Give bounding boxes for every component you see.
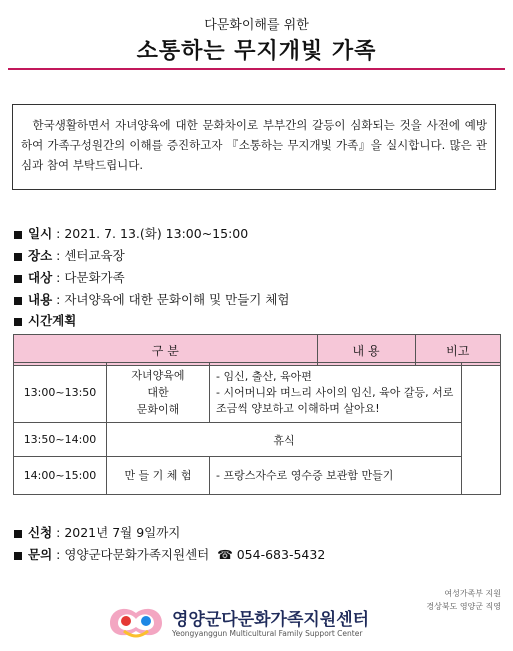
info-contact: 문의 : 영양군다문화가족지원센터 ☎ 054-683-5432 [14, 545, 325, 563]
info-target: 대상 : 다문화가족 [14, 268, 125, 286]
center-name-en: Yeongyanggun Multicultural Family Support Center [172, 629, 363, 638]
contact-phone: ☎ 054-683-5432 [217, 547, 326, 562]
schedule-table-body [13, 362, 501, 495]
bullet-square-icon [14, 231, 22, 239]
table-header-row [14, 335, 501, 366]
row-time: 14:00~15:00 [14, 457, 107, 495]
info-date: 일시 : 2021. 7. 13.(화) 13:00~15:00 [14, 224, 248, 242]
info-content: 내용 : 자녀양육에 대한 문화이해 및 만들기 체험 [14, 290, 289, 308]
bullet-square-icon [14, 530, 22, 538]
table-header-content: 내 용 [317, 335, 415, 366]
row-remark [462, 363, 501, 495]
table-header-remark: 비고 [415, 335, 501, 366]
center-name: 영양군다문화가족지원센터 [172, 610, 370, 630]
place-value: 센터교육장 [64, 248, 125, 263]
row-time: 13:00~13:50 [14, 363, 107, 423]
bullet-square-icon [14, 275, 22, 283]
apply-value: 2021년 7월 9일까지 [64, 525, 181, 540]
table-row [14, 423, 501, 457]
bullet-square-icon [14, 318, 22, 326]
center-logo-icon [104, 599, 168, 643]
bullet-square-icon [14, 297, 22, 305]
target-value: 다문화가족 [64, 270, 125, 285]
date-value: 2021. 7. 13.(화) 13:00~15:00 [64, 226, 249, 241]
bullet-square-icon [14, 552, 22, 560]
sponsor-text: 여성가족부 지원 경상북도 영양군 직영 [426, 589, 501, 611]
poster-subtitle: 다문화이해를 위한 [204, 18, 309, 33]
row-category: 자녀양육에 대한 문화이해 [107, 363, 210, 423]
contact-org: 영양군다문화가족지원센터 [64, 547, 210, 562]
poster-title: 소통하는 무지개빛 가족 [136, 39, 377, 64]
content-value: 자녀양육에 대한 문화이해 및 만들기 체험 [64, 292, 290, 307]
info-place: 장소 : 센터교육장 [14, 246, 125, 264]
row-details: - 프랑스자수로 영수증 보관함 만들기 [210, 457, 462, 495]
row-category: 만 들 기 체 험 [107, 457, 210, 495]
bullet-square-icon [14, 253, 22, 261]
row-break: 휴식 [107, 423, 462, 457]
row-details: - 임신, 출산, 육아편 - 시어머니와 며느리 사이의 임신, 육아 갈등, 서로 조금씩 양보하고 이해하며 살아요! [210, 363, 462, 423]
info-apply: 신청 : 2021년 7월 9일까지 [14, 523, 180, 541]
row-time: 13:50~14:00 [14, 423, 107, 457]
title-underline [8, 68, 505, 70]
table-header-category: 구 분 [14, 335, 318, 366]
intro-text: 한국생활하면서 자녀양육에 대한 문화차이로 부부간의 갈등이 심화되는 것을 사전에 예방하여 가족구성원간의 이해를 증진하고자 『소통하는 무지개빛 가족』을 실시합니다. 많은 관심과 참여 부탁드립니다. [12, 104, 496, 190]
table-row [14, 457, 501, 495]
table-row [14, 363, 501, 423]
info-schedule: 시간계획 [14, 311, 76, 329]
